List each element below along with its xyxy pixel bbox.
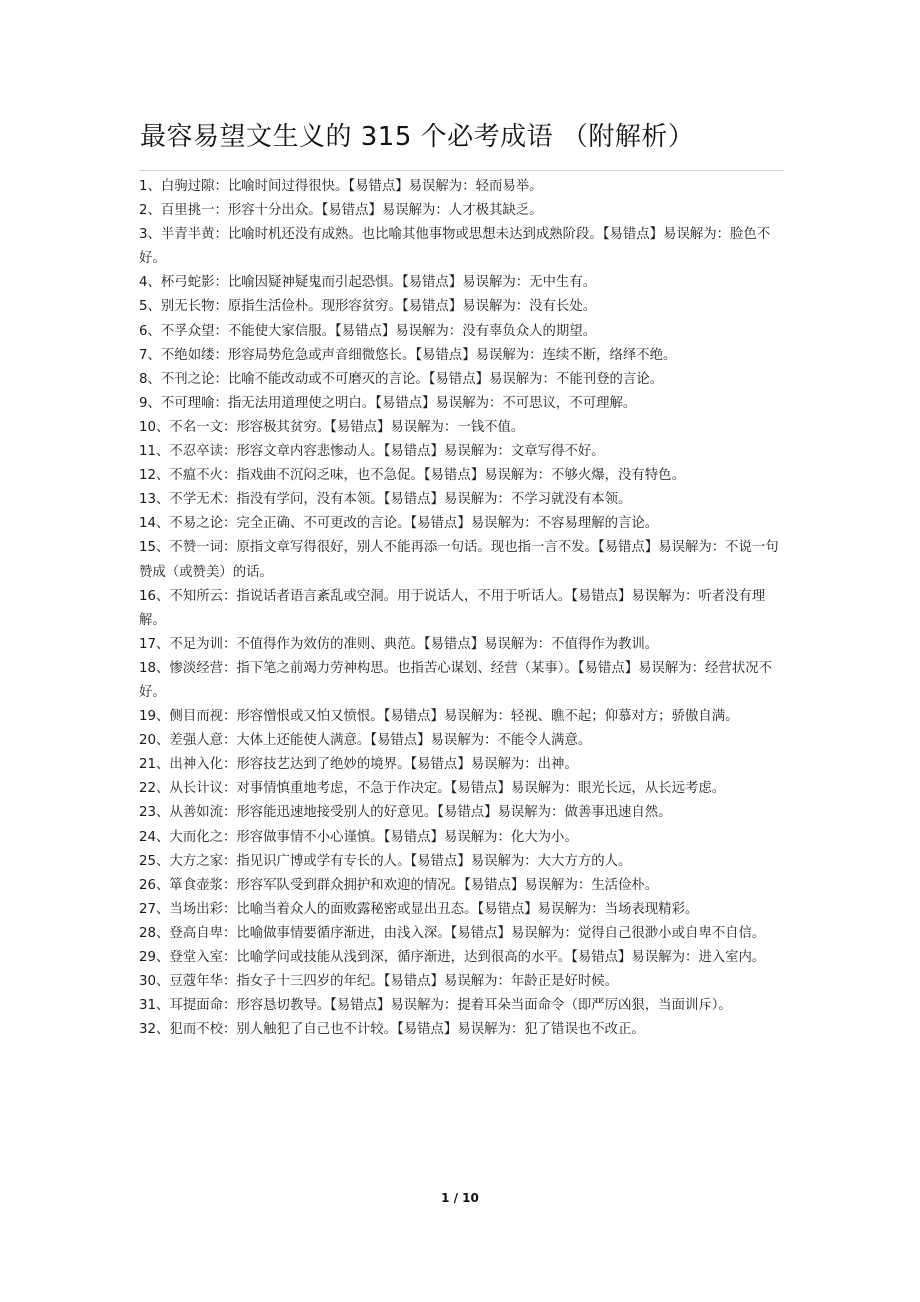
idiom-entry: 24、大而化之：形容做事情不小心谨慎。【易错点】易误解为：化大为小。	[139, 829, 578, 845]
idiom-entry: 18、惨淡经营：指下笔之前竭力劳神构思。也指苦心谋划、经营（某事）。【易错点】易误解为：经营状况不好。	[139, 660, 772, 700]
idiom-entry: 32、犯而不校：别人触犯了自己也不计较。【易错点】易误解为：犯了错误也不改正。	[139, 1022, 645, 1038]
idiom-entry: 21、出神入化：形容技艺达到了绝妙的境界。【易错点】易误解为：出神。	[139, 757, 578, 773]
idiom-entry: 11、不忍卒读：形容文章内容悲惨动人。【易错点】易误解为：文章写得不好。	[139, 444, 605, 460]
title-divider	[139, 170, 784, 171]
idiom-entry: 28、登高自卑：比喻做事情要循序渐进，由浅入深。【易错点】易误解为：觉得自己很渺小或自卑不自信。	[139, 925, 766, 941]
idiom-entry: 23、从善如流：形容能迅速地接受别人的好意见。【易错点】易误解为：做善事迅速自然。	[139, 805, 672, 821]
idiom-entry: 30、豆蔻年华：指女子十三四岁的年纪。【易错点】易误解为：年龄正是好时候。	[139, 974, 619, 990]
idiom-entry: 12、不瘟不火：指戏曲不沉闷乏味，也不急促。【易错点】易误解为：不够火爆，没有特色。	[139, 468, 685, 484]
idiom-entry: 3、半青半黄：比喻时机还没有成熟。也比喻其他事物或思想未达到成熟阶段。【易错点】易误解为：脸色不好。	[139, 227, 771, 267]
idiom-entry: 4、杯弓蛇影：比喻因疑神疑鬼而引起恐惧。【易错点】易误解为：无中生有。	[139, 275, 597, 291]
document-title: 最容易望文生义的 315 个必考成语 （附解析）	[140, 122, 695, 152]
idiom-entry: 17、不足为训：不值得作为效仿的准则、典范。【易错点】易误解为：不值得作为教训。	[139, 636, 659, 652]
idiom-entry: 19、侧目而视：形容憎恨或又怕又愤恨。【易错点】易误解为：轻视、瞧不起；仰慕对方；骄傲自满。	[139, 709, 739, 725]
idiom-entry: 9、不可理喻：指无法用道理使之明白。【易错点】易误解为：不可思议，不可理解。	[139, 395, 637, 411]
idiom-entry: 2、百里挑一：形容十分出众。【易错点】易误解为：人才极其缺乏。	[139, 203, 543, 219]
idiom-entry: 16、不知所云：指说话者语言紊乱或空洞。用于说话人，不用于听话人。【易错点】易误解为：听者没有理解。	[139, 588, 766, 628]
idiom-entry: 1、白驹过隙：比喻时间过得很快。【易错点】易误解为：轻而易举。	[139, 179, 543, 194]
idiom-entry: 13、不学无术：指没有学问，没有本领。【易错点】易误解为：不学习就没有本领。	[139, 492, 632, 508]
idiom-entry: 14、不易之论：完全正确、不可更改的言论。【易错点】易误解为：不容易理解的言论。	[139, 516, 659, 532]
idiom-entry: 15、不赞一词：原指文章写得很好，别人不能再添一句话。现也指一言不发。【易错点】易误解为：不说一句赞成（或赞美）的话。	[139, 540, 779, 580]
idiom-entry: 6、不孚众望：不能使大家信服。【易错点】易误解为：没有辜负众人的期望。	[139, 323, 597, 339]
idiom-entry: 22、从长计议：对事情慎重地考虑，不急于作决定。【易错点】易误解为：眼光长远，从长远考虑。	[139, 781, 726, 797]
idiom-entry: 8、不刊之论：比喻不能改动或不可磨灭的言论。【易错点】易误解为：不能刊登的言论。	[139, 371, 664, 387]
idiom-entry: 10、不名一文：形容极其贫穷。【易错点】易误解为：一钱不值。	[139, 419, 525, 435]
idiom-entry: 29、登堂入室：比喻学问或技能从浅到深，循序渐进，达到很高的水平。【易错点】易误解为：进入室内。	[139, 950, 766, 965]
idiom-entry: 7、不绝如缕：形容局势危急或声音细微悠长。【易错点】易误解为：连续不断，络绎不绝。	[139, 347, 677, 363]
idiom-entry: 20、差强人意：大体上还能使人满意。【易错点】易误解为：不能令人满意。	[139, 733, 592, 749]
idiom-entry: 27、当场出彩：比喻当着众人的面败露秘密或显出丑态。【易错点】易误解为：当场表现精彩。	[139, 901, 699, 917]
page-number: 1 / 10	[441, 1191, 479, 1205]
idiom-entry: 26、箪食壶浆：形容军队受到群众拥护和欢迎的情况。【易错点】易误解为：生活俭朴。	[139, 877, 659, 893]
idiom-list	[139, 175, 784, 1042]
idiom-entry: 5、别无长物：原指生活俭朴。现形容贫穷。【易错点】易误解为：没有长处。	[139, 299, 597, 315]
idiom-entry: 31、耳提面命：形容恳切教导。【易错点】易误解为：提着耳朵当面命令（即严厉凶狠，当面训斥）。	[139, 998, 732, 1014]
idiom-entry: 25、大方之家：指见识广博或学有专长的人。【易错点】易误解为：大大方方的人。	[139, 853, 632, 869]
